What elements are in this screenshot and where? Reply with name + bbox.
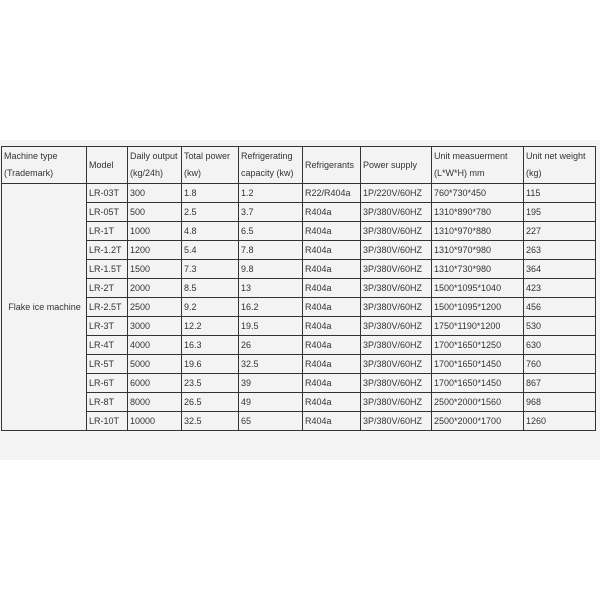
table-cell: 2500*2000*1700 <box>432 412 524 431</box>
table-cell: 39 <box>239 374 303 393</box>
table-cell: 1310*970*980 <box>432 241 524 260</box>
column-header-line: Refrigerants <box>305 159 355 170</box>
table-cell: 423 <box>524 279 596 298</box>
table-row <box>2 374 596 393</box>
table-cell: R404a <box>303 260 361 279</box>
table-cell: 3P/380V/60HZ <box>361 317 432 336</box>
table-cell: LR-1T <box>87 222 128 241</box>
column-header <box>432 147 524 184</box>
table-cell: 4000 <box>128 336 182 355</box>
table-cell: 867 <box>524 374 596 393</box>
table-cell: 3P/380V/60HZ <box>361 222 432 241</box>
table-cell: 3P/380V/60HZ <box>361 412 432 431</box>
column-header-line: Unit net weight <box>526 151 586 161</box>
table-cell: R404a <box>303 279 361 298</box>
column-header-line: capacity (kw) <box>241 168 294 178</box>
table-cell: 630 <box>524 336 596 355</box>
table-cell: 968 <box>524 393 596 412</box>
table-cell: 32.5 <box>239 355 303 374</box>
table-cell: 10000 <box>128 412 182 431</box>
table-cell: 1700*1650*1450 <box>432 355 524 374</box>
table-cell: 3000 <box>128 317 182 336</box>
table-cell: R404a <box>303 412 361 431</box>
table-cell: 364 <box>524 260 596 279</box>
table-cell: LR-2.5T <box>87 298 128 317</box>
table-cell: R404a <box>303 393 361 412</box>
table-cell: 26 <box>239 336 303 355</box>
table-cell: 9.8 <box>239 260 303 279</box>
table-cell: 2500 <box>128 298 182 317</box>
table-row <box>2 336 596 355</box>
column-header-line: Refrigerating <box>241 151 293 161</box>
table-body <box>2 184 596 431</box>
table-row <box>2 279 596 298</box>
table-cell: 1P/220V/60HZ <box>361 184 432 203</box>
table-cell: 12.2 <box>182 317 239 336</box>
column-header-line: (L*W*H) mm <box>434 168 485 178</box>
spec-table <box>1 146 596 431</box>
column-header-line: Total power <box>184 151 231 161</box>
table-cell: 1260 <box>524 412 596 431</box>
table-cell: 19.5 <box>239 317 303 336</box>
table-cell: 8.5 <box>182 279 239 298</box>
table-cell: 760*730*450 <box>432 184 524 203</box>
column-header-line: (kg/24h) <box>130 168 164 178</box>
table-cell: 32.5 <box>182 412 239 431</box>
table-cell: 4.8 <box>182 222 239 241</box>
table-cell: 2500*2000*1560 <box>432 393 524 412</box>
table-cell: 456 <box>524 298 596 317</box>
table-cell: LR-8T <box>87 393 128 412</box>
table-cell: 3P/380V/60HZ <box>361 336 432 355</box>
table-cell: 8000 <box>128 393 182 412</box>
table-cell: 5.4 <box>182 241 239 260</box>
table-cell: 3P/380V/60HZ <box>361 374 432 393</box>
table-cell: 1700*1650*1450 <box>432 374 524 393</box>
table-cell: 1310*890*780 <box>432 203 524 222</box>
table-cell: R404a <box>303 203 361 222</box>
table-cell: 3P/380V/60HZ <box>361 203 432 222</box>
table-cell: 3P/380V/60HZ <box>361 241 432 260</box>
table-row <box>2 203 596 222</box>
table-cell: 1310*730*980 <box>432 260 524 279</box>
table-cell: LR-05T <box>87 203 128 222</box>
column-header <box>303 147 361 184</box>
table-cell: LR-6T <box>87 374 128 393</box>
table-cell: 19.6 <box>182 355 239 374</box>
table-cell: 1700*1650*1250 <box>432 336 524 355</box>
machine-type-cell: Flake ice machine <box>2 184 87 431</box>
table-row <box>2 222 596 241</box>
table-cell: 9.2 <box>182 298 239 317</box>
table-cell: 1500 <box>128 260 182 279</box>
table-cell: 115 <box>524 184 596 203</box>
column-header <box>239 147 303 184</box>
table-cell: LR-2T <box>87 279 128 298</box>
table-cell: 6.5 <box>239 222 303 241</box>
column-header-line: Unit measuerment <box>434 151 508 161</box>
table-cell: LR-10T <box>87 412 128 431</box>
table-header <box>2 147 596 184</box>
table-cell: 300 <box>128 184 182 203</box>
column-header <box>524 147 596 184</box>
table-cell: 1310*970*880 <box>432 222 524 241</box>
column-header-line: (Trademark) <box>4 168 54 178</box>
table-cell: 263 <box>524 241 596 260</box>
table-cell: 26.5 <box>182 393 239 412</box>
table-cell: 530 <box>524 317 596 336</box>
table-row <box>2 260 596 279</box>
column-header-line: (kw) <box>184 168 201 178</box>
table-cell: 1000 <box>128 222 182 241</box>
column-header-line: Daily output <box>130 151 178 161</box>
table-cell: LR-1.5T <box>87 260 128 279</box>
table-row <box>2 393 596 412</box>
table-cell: LR-1.2T <box>87 241 128 260</box>
column-header <box>182 147 239 184</box>
table-cell: 3P/380V/60HZ <box>361 355 432 374</box>
table-cell: 227 <box>524 222 596 241</box>
table-cell: 1500*1095*1200 <box>432 298 524 317</box>
table-cell: R404a <box>303 355 361 374</box>
table-cell: 13 <box>239 279 303 298</box>
table-cell: 1200 <box>128 241 182 260</box>
table-cell: 195 <box>524 203 596 222</box>
table-cell: R404a <box>303 241 361 260</box>
table-cell: 6000 <box>128 374 182 393</box>
table-cell: 2000 <box>128 279 182 298</box>
table-cell: 49 <box>239 393 303 412</box>
table-cell: R404a <box>303 298 361 317</box>
column-header-line: Model <box>89 159 114 170</box>
table-cell: 3P/380V/60HZ <box>361 393 432 412</box>
table-row <box>2 298 596 317</box>
table-cell: 16.3 <box>182 336 239 355</box>
column-header <box>2 147 87 184</box>
table-cell: R404a <box>303 317 361 336</box>
table-cell: 3P/380V/60HZ <box>361 260 432 279</box>
table-row <box>2 184 596 203</box>
table-cell: 500 <box>128 203 182 222</box>
table-cell: R404a <box>303 336 361 355</box>
table-row <box>2 241 596 260</box>
table-cell: R404a <box>303 374 361 393</box>
table-cell: 16.2 <box>239 298 303 317</box>
table-cell: 1500*1095*1040 <box>432 279 524 298</box>
table-row <box>2 412 596 431</box>
table-cell: LR-4T <box>87 336 128 355</box>
table-cell: 2.5 <box>182 203 239 222</box>
column-header <box>87 147 128 184</box>
table-cell: R404a <box>303 222 361 241</box>
table-row <box>2 317 596 336</box>
table-cell: 7.3 <box>182 260 239 279</box>
table-cell: LR-5T <box>87 355 128 374</box>
table-cell: 1.8 <box>182 184 239 203</box>
table-cell: LR-03T <box>87 184 128 203</box>
table-row <box>2 355 596 374</box>
table-cell: LR-3T <box>87 317 128 336</box>
table-cell: 5000 <box>128 355 182 374</box>
table-cell: 1750*1190*1200 <box>432 317 524 336</box>
table-cell: 3P/380V/60HZ <box>361 298 432 317</box>
table-cell: 3P/380V/60HZ <box>361 279 432 298</box>
column-header-line: Machine type <box>4 151 58 161</box>
column-header-line: (kg) <box>526 168 542 178</box>
table-cell: 7.8 <box>239 241 303 260</box>
table-cell: 1.2 <box>239 184 303 203</box>
table-cell: 65 <box>239 412 303 431</box>
table-cell: 760 <box>524 355 596 374</box>
header-row <box>2 147 596 184</box>
table-cell: 23.5 <box>182 374 239 393</box>
table-cell: R22/R404a <box>303 184 361 203</box>
table-cell: 3.7 <box>239 203 303 222</box>
column-header-line: Power supply <box>363 159 418 170</box>
column-header <box>128 147 182 184</box>
column-header <box>361 147 432 184</box>
